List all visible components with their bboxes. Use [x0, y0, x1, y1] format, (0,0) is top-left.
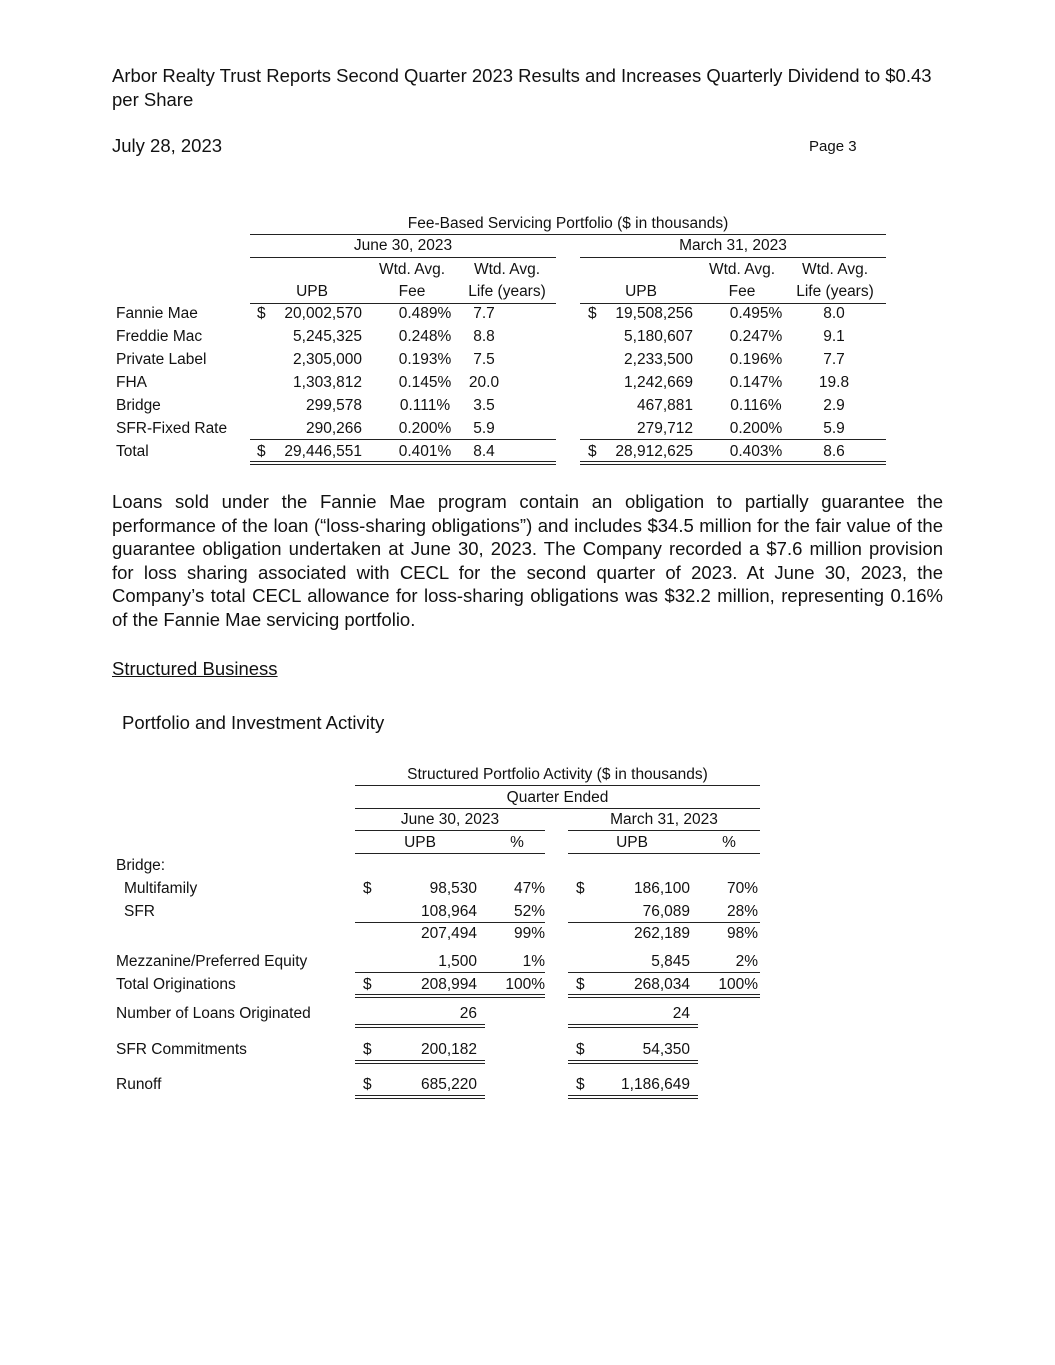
march-upb: 76,089 [642, 903, 690, 920]
june-upb: 207,494 [420, 925, 477, 942]
june-upb: 299,578 [305, 397, 362, 414]
double-underline [568, 1024, 698, 1028]
june-life: 5.9 [473, 420, 495, 437]
col-header-upb: UPB [296, 283, 328, 300]
row-label: Runoff [116, 1076, 162, 1093]
june-fee: 0.111% [399, 397, 451, 414]
june-upb: 1,500 [438, 953, 477, 970]
dollar-sign: $ [363, 1076, 372, 1093]
col-header-life-line1: Wtd. Avg. [473, 261, 541, 278]
march-upb: 262,189 [633, 925, 690, 942]
subsection-title: Portfolio and Investment Activity [122, 712, 385, 733]
june-upb: 20,002,570 [284, 305, 362, 322]
june-pct: 1% [522, 953, 545, 970]
march-upb: 186,100 [633, 880, 690, 897]
march-runoff: 1,186,649 [621, 1076, 690, 1093]
june-upb: 5,245,325 [293, 328, 362, 345]
row-label: FHA [116, 374, 147, 391]
body-paragraph: Loans sold under the Fannie Mae program contain an obligation to partially guarantee the performance of the loan (“loss-sharing obligations”) and includes $34.5 million for the fair value of the guarantee obligation undertaken at June 30, 2023. The Company recorded a $7.6 million provision for loss sharing associated with CECL for the second quarter of 2023. At June 30, 2023, the Company’s total CECL allowance for loss-sharing obligations was $32.2 million, representing 0.16% of the Fannie Mae servicing portfolio. [112, 491, 943, 630]
june-fee: 0.145% [398, 374, 452, 391]
section-title: Structured Business [112, 658, 278, 679]
divider [568, 922, 760, 923]
divider [568, 853, 760, 854]
june-upb: 29,446,551 [284, 443, 362, 460]
dollar-sign: $ [363, 976, 372, 993]
divider [355, 853, 545, 854]
june-sfr-commitments: 200,182 [420, 1041, 477, 1058]
dollar-sign: $ [588, 443, 597, 460]
june-fee: 0.193% [398, 351, 452, 368]
june-pct: 99% [513, 925, 545, 942]
divider [250, 303, 556, 304]
march-life: 7.7 [823, 351, 845, 368]
march-life: 2.9 [823, 397, 845, 414]
period-march-header: March 31, 2023 [610, 811, 718, 828]
divider [355, 830, 545, 831]
divider [568, 972, 760, 973]
june-upb: 2,305,000 [293, 351, 362, 368]
june-life: 20.0 [468, 374, 500, 391]
march-upb: 19,508,256 [615, 305, 693, 322]
col-header-upb: UPB [404, 834, 436, 851]
march-upb: 268,034 [633, 976, 690, 993]
june-pct: 47% [513, 880, 545, 897]
quarter-ended-header: Quarter Ended [506, 789, 609, 806]
june-life: 7.7 [473, 305, 495, 322]
double-underline [568, 1095, 698, 1099]
divider [568, 830, 760, 831]
march-life: 9.1 [823, 328, 845, 345]
page-number: Page 3 [809, 138, 857, 155]
march-loans-count: 24 [672, 1005, 690, 1022]
dollar-sign: $ [588, 305, 597, 322]
double-underline [580, 461, 886, 465]
col-header-fee-line2: Fee [398, 283, 426, 300]
row-label: Multifamily [124, 880, 198, 897]
col-header-pct: % [510, 834, 524, 851]
march-upb: 28,912,625 [615, 443, 693, 460]
row-label: Private Label [116, 351, 207, 368]
col-header-fee-line1: Wtd. Avg. [378, 261, 446, 278]
double-underline [355, 994, 545, 998]
divider [355, 922, 545, 923]
row-label: SFR-Fixed Rate [116, 420, 228, 437]
march-upb: 5,845 [651, 953, 690, 970]
june-upb: 108,964 [420, 903, 477, 920]
march-life: 19.8 [818, 374, 850, 391]
double-underline [355, 1024, 485, 1028]
row-label: Fannie Mae [116, 305, 198, 322]
june-upb: 290,266 [305, 420, 362, 437]
divider [250, 234, 886, 235]
double-underline [568, 1060, 698, 1064]
march-fee: 0.495% [729, 305, 783, 322]
divider [250, 439, 556, 440]
col-header-life-line1: Wtd. Avg. [801, 261, 869, 278]
dollar-sign: $ [576, 1041, 585, 1058]
double-underline [355, 1095, 485, 1099]
bridge-label: Bridge: [116, 857, 166, 874]
march-fee: 0.247% [729, 328, 783, 345]
march-upb: 5,180,607 [624, 328, 693, 345]
row-label: SFR [124, 903, 155, 920]
dollar-sign: $ [257, 305, 266, 322]
structured-table-caption: Structured Portfolio Activity ($ in thousands) [407, 766, 708, 783]
june-life: 7.5 [473, 351, 495, 368]
dollar-sign: $ [363, 1041, 372, 1058]
june-fee: 0.200% [398, 420, 452, 437]
march-fee: 0.196% [729, 351, 783, 368]
dollar-sign: $ [576, 976, 585, 993]
divider [580, 439, 886, 440]
march-sfr-commitments: 54,350 [642, 1041, 690, 1058]
march-pct: 70% [726, 880, 758, 897]
period-june-header: June 30, 2023 [400, 811, 500, 828]
june-life: 3.5 [473, 397, 495, 414]
dollar-sign: $ [576, 1076, 585, 1093]
march-life: 8.0 [823, 305, 845, 322]
march-upb: 1,242,669 [624, 374, 693, 391]
march-pct: 2% [735, 953, 758, 970]
june-loans-count: 26 [459, 1005, 477, 1022]
row-label: Total [116, 443, 149, 460]
divider [250, 257, 556, 258]
double-underline [568, 994, 760, 998]
june-fee: 0.248% [398, 328, 452, 345]
june-upb: 98,530 [429, 880, 477, 897]
document-date: July 28, 2023 [112, 135, 223, 156]
divider [355, 972, 545, 973]
dollar-sign: $ [257, 443, 266, 460]
march-upb: 467,881 [636, 397, 693, 414]
divider [355, 808, 760, 809]
june-fee: 0.489% [398, 305, 452, 322]
col-header-life-line2: Life (years) [796, 283, 874, 300]
document-title: Arbor Realty Trust Reports Second Quarter 2023 Results and Increases Quarterly Dividend to $0.43 per Share [112, 65, 932, 110]
row-label: Number of Loans Originated [116, 1005, 311, 1022]
row-label: Total Originations [116, 976, 236, 993]
june-life: 8.4 [473, 443, 495, 460]
june-pct: 100% [505, 976, 545, 993]
divider [580, 257, 886, 258]
period-june-header: June 30, 2023 [353, 237, 453, 254]
march-fee: 0.147% [729, 374, 783, 391]
dollar-sign: $ [576, 880, 585, 897]
march-fee: 0.403% [729, 443, 783, 460]
june-runoff: 685,220 [420, 1076, 477, 1093]
june-pct: 52% [513, 903, 545, 920]
row-label: Freddie Mac [116, 328, 203, 345]
march-pct: 100% [718, 976, 758, 993]
col-header-fee-line1: Wtd. Avg. [708, 261, 776, 278]
row-label: Mezzanine/Preferred Equity [116, 953, 308, 970]
march-upb: 2,233,500 [624, 351, 693, 368]
june-fee: 0.401% [398, 443, 452, 460]
june-upb: 208,994 [420, 976, 477, 993]
col-header-upb: UPB [625, 283, 657, 300]
march-upb: 279,712 [636, 420, 693, 437]
june-upb: 1,303,812 [293, 374, 362, 391]
double-underline [355, 1060, 485, 1064]
row-label: SFR Commitments [116, 1041, 247, 1058]
june-life: 8.8 [473, 328, 495, 345]
servicing-table-caption: Fee-Based Servicing Portfolio ($ in thousands) [407, 215, 729, 232]
march-life: 8.6 [823, 443, 845, 460]
march-fee: 0.200% [729, 420, 783, 437]
march-fee: 0.116% [730, 397, 782, 414]
divider [580, 303, 886, 304]
col-header-fee-line2: Fee [728, 283, 756, 300]
col-header-upb: UPB [616, 834, 648, 851]
march-life: 5.9 [823, 420, 845, 437]
double-underline [250, 461, 556, 465]
dollar-sign: $ [363, 880, 372, 897]
row-label: Bridge [116, 397, 161, 414]
march-pct: 28% [726, 903, 758, 920]
divider [355, 785, 760, 786]
col-header-pct: % [722, 834, 736, 851]
col-header-life-line2: Life (years) [468, 283, 546, 300]
period-march-header: March 31, 2023 [679, 237, 787, 254]
march-pct: 98% [726, 925, 758, 942]
